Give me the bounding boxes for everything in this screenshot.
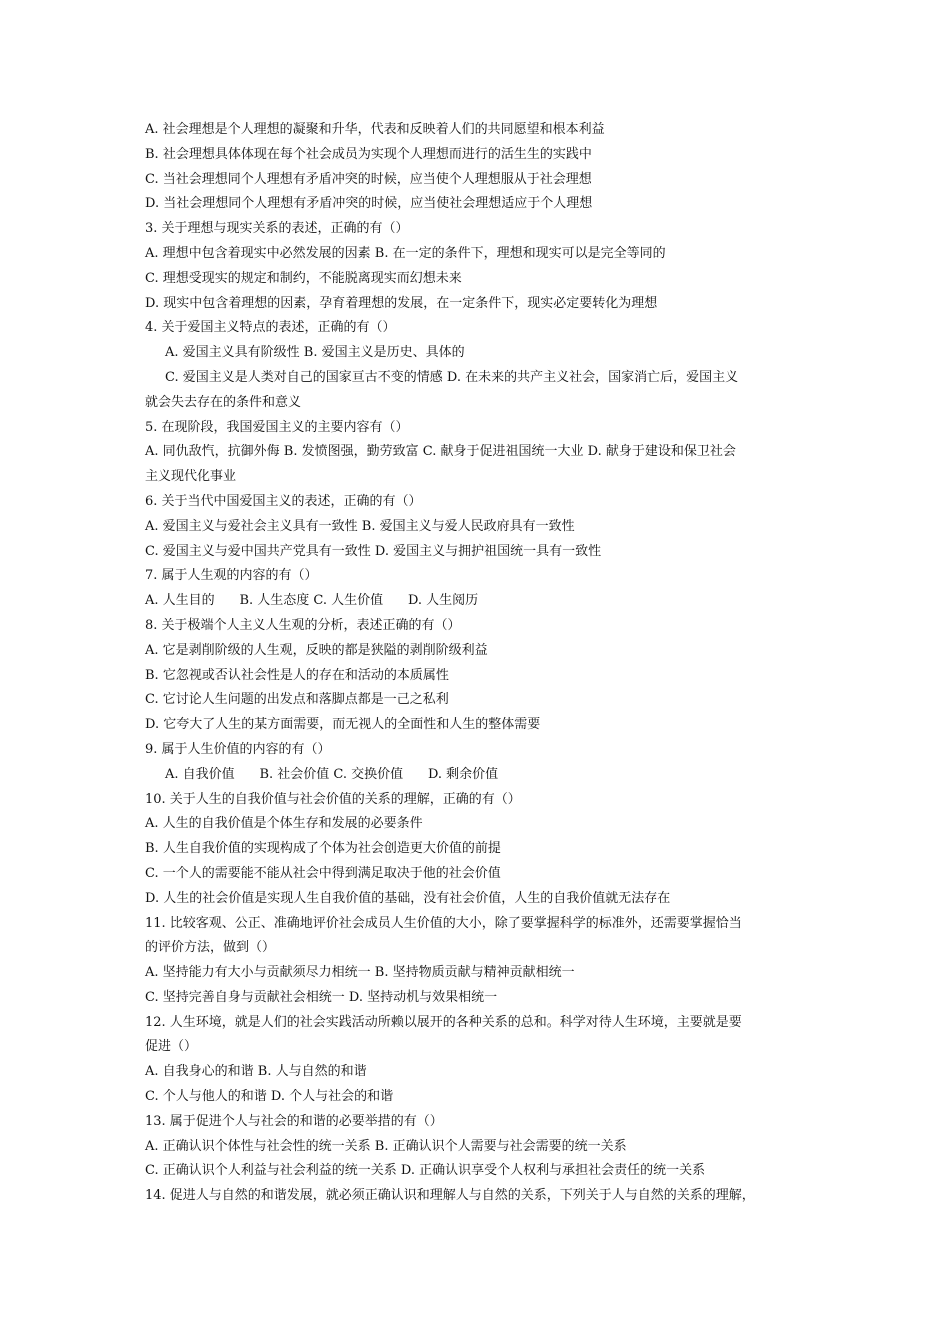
text-line: C. 个人与他人的和谐 D. 个人与社会的和谐 bbox=[145, 1089, 394, 1105]
question-stem: 7. 属于人生观的内容的有（） bbox=[145, 568, 318, 584]
text-line: C. 当社会理想同个人理想有矛盾冲突的时候，应当使个人理想服从于社会理想 bbox=[145, 171, 592, 187]
text-line: A. 理想中包含着现实中必然发展的因素 B. 在一定的条件下，理想和现实可以是完全等同的 bbox=[145, 245, 666, 261]
text-line: B. 它忽视或否认社会性是人的存在和活动的本质属性 bbox=[145, 667, 449, 683]
text-line: C. 正确认识个人利益与社会利益的统一关系 D. 正确认识享受个人权利与承担社会责任的统一关系 bbox=[145, 1163, 706, 1179]
question-stem: 5. 在现阶段，我国爱国主义的主要内容有（） bbox=[145, 419, 409, 435]
question-stem: 4. 关于爱国主义特点的表述，正确的有（） bbox=[145, 320, 396, 336]
text-line: A. 人生目的 B. 人生态度 C. 人生价值 D. 人生阅历 bbox=[145, 593, 479, 609]
text-line: B. 人生自我价值的实现构成了个体为社会创造更大价值的前提 bbox=[145, 841, 501, 857]
text-line: A. 它是剥削阶级的人生观，反映的都是狭隘的剥削阶级利益 bbox=[145, 642, 488, 658]
question-stem: 6. 关于当代中国爱国主义的表述，正确的有（） bbox=[145, 493, 422, 509]
question-stem: 13. 属于促进个人与社会的和谐的必要举措的有（） bbox=[145, 1113, 443, 1129]
text-line: A. 社会理想是个人理想的凝聚和升华，代表和反映着人们的共同愿望和根本利益 bbox=[145, 122, 605, 137]
text-line: A. 爱国主义与爱社会主义具有一致性 B. 爱国主义与爱人民政府具有一致性 bbox=[145, 518, 575, 534]
text-line: B. 社会理想具体体现在每个社会成员为实现个人理想而进行的活生生的实践中 bbox=[145, 146, 592, 162]
question-stem: 11. 比较客观、公正、准确地评价社会成员人生价值的大小，除了要掌握科学的标准外，还需要掌握恰当 bbox=[145, 915, 742, 931]
text-line: A. 自我身心的和谐 B. 人与自然的和谐 bbox=[145, 1064, 367, 1080]
question-stem: 3. 关于理想与现实关系的表述，正确的有（） bbox=[145, 221, 409, 237]
text-line: C. 一个人的需要能不能从社会中得到满足取决于他的社会价值 bbox=[145, 865, 501, 881]
text-line: C. 理想受现实的规定和制约，不能脱离现实而幻想未来 bbox=[145, 270, 462, 286]
text-line: C. 它讨论人生问题的出发点和落脚点都是一己之私利 bbox=[145, 692, 449, 708]
text-line: C. 坚持完善自身与贡献社会相统一 D. 坚持动机与效果相统一 bbox=[145, 989, 498, 1005]
text-line: D. 现实中包含着理想的因素，孕育着理想的发展，在一定条件下，现实必定要转化为理想 bbox=[145, 295, 658, 311]
text-line: A. 坚持能力有大小与贡献须尽力相统一 B. 坚持物质贡献与精神贡献相统一 bbox=[145, 965, 575, 981]
text-line: 促进（） bbox=[145, 1039, 198, 1055]
text-line: C. 爱国主义与爱中国共产党具有一致性 D. 爱国主义与拥护祖国统一具有一致性 bbox=[145, 543, 602, 559]
question-stem: 12. 人生环境，就是人们的社会实践活动所赖以展开的各种关系的总和。科学对待人生环境，主要就是要 bbox=[145, 1014, 742, 1030]
text-line: D. 当社会理想同个人理想有矛盾冲突的时候，应当使社会理想适应于个人理想 bbox=[145, 196, 593, 212]
text-line: 就会失去存在的条件和意义 bbox=[145, 394, 302, 410]
question-stem: 14. 促进人与自然的和谐发展，就必须正确认识和理解人与自然的关系，下列关于人与自然的关系的理解， bbox=[145, 1188, 755, 1204]
text-line: 主义现代化事业 bbox=[145, 469, 237, 485]
question-stem: 9. 属于人生价值的内容的有（） bbox=[145, 741, 331, 757]
text-line: A. 人生的自我价值是个体生存和发展的必要条件 bbox=[145, 816, 423, 832]
document-page bbox=[145, 118, 813, 1209]
text-line: 的评价方法，做到（） bbox=[145, 940, 276, 956]
text-line: D. 它夸大了人生的某方面需要，而无视人的全面性和人生的整体需要 bbox=[145, 717, 541, 733]
text-line: A. 自我价值 B. 社会价值 C. 交换价值 D. 剩余价值 bbox=[165, 766, 499, 782]
question-stem: 8. 关于极端个人主义人生观的分析，表述正确的有（） bbox=[145, 617, 461, 633]
text-line: D. 人生的社会价值是实现人生自我价值的基础，没有社会价值，人生的自我价值就无法存在 bbox=[145, 890, 671, 906]
text-line: A. 正确认识个体性与社会性的统一关系 B. 正确认识个人需要与社会需要的统一关系 bbox=[145, 1138, 627, 1154]
text-line: A. 爱国主义具有阶级性 B. 爱国主义是历史、具体的 bbox=[165, 345, 465, 361]
question-stem: 10. 关于人生的自我价值与社会价值的关系的理解，正确的有（） bbox=[145, 791, 521, 807]
text-line: C. 爱国主义是人类对自己的国家亘古不变的情感 D. 在未来的共产主义社会，国家消亡后，爱国主义 bbox=[165, 369, 739, 385]
text-line: A. 同仇敌忾，抗御外侮 B. 发愤图强，勤劳致富 C. 献身于促进祖国统一大业 D. 献身于建设和保卫社会 bbox=[145, 444, 736, 460]
